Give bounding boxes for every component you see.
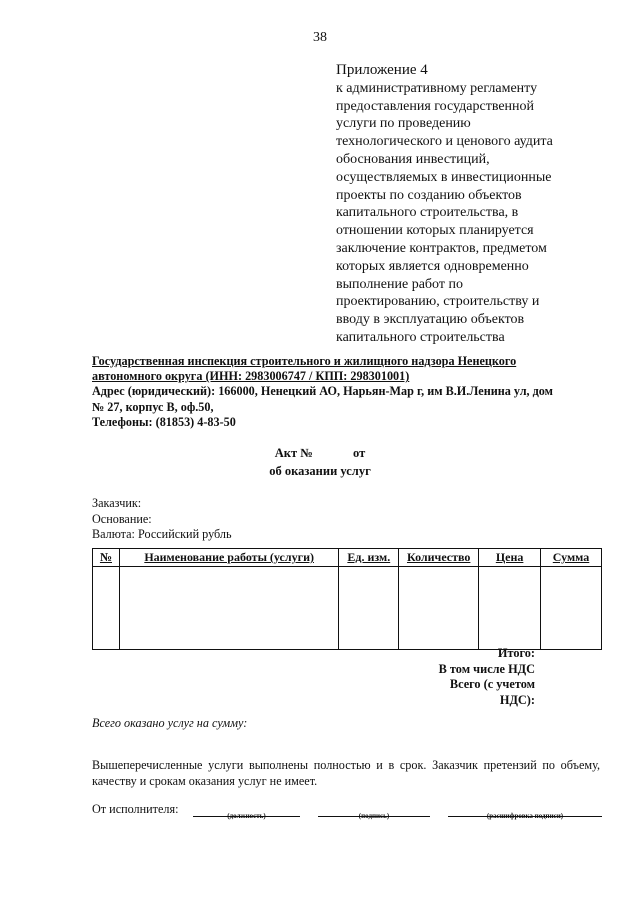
- signature-caption: (подпись): [358, 812, 390, 820]
- table-cell: [479, 567, 541, 650]
- total-with-vat-label: Всего (с учетом: [449, 677, 535, 692]
- appendix-line: обоснования инвестиций,: [336, 151, 490, 167]
- services-table: [92, 548, 602, 650]
- organization-phones: Телефоны: (81853) 4-83-50: [92, 414, 236, 429]
- vat-label: В том числе НДС: [438, 661, 535, 676]
- table-cell: [339, 567, 399, 650]
- organization-name-line: Государственная инспекция строительного и жилищного надзора Ненецкого: [92, 354, 517, 368]
- act-date-label: от: [353, 446, 366, 460]
- page-number: 38: [313, 30, 327, 45]
- appendix-line: выполнение работ по: [336, 276, 463, 292]
- act-title-block: [0, 444, 640, 480]
- organization-name-line: автономного округа (ИНН: 2983006747 / КПП: 298301001): [92, 369, 410, 384]
- appendix-line: капитального строительства: [336, 329, 505, 345]
- appendix-line: отношении которых планируется: [336, 223, 534, 239]
- appendix-line: к административному регламенту: [336, 80, 538, 96]
- appendix-line: заключение контрактов, предметом: [336, 240, 547, 256]
- appendix-line: технологического и ценового аудита: [336, 134, 553, 150]
- table-cell: [119, 567, 338, 650]
- col-header-quantity: Количество: [399, 549, 479, 567]
- basis-label: Основание:: [92, 511, 152, 526]
- signature-block: [92, 802, 612, 832]
- appendix-line: которых является одновременно: [336, 258, 529, 274]
- table-cell: [399, 567, 479, 650]
- table-cell: [93, 567, 120, 650]
- completion-statement: Вышеперечисленные услуги выполнены полностью и в срок. Заказчик претензий по объему, качеству и срокам оказания услуг не имеет.: [92, 758, 600, 788]
- appendix-line: капитального строительства, в: [336, 205, 519, 221]
- customer-label: Заказчик:: [92, 496, 142, 510]
- appendix-line: проекты по созданию объектов: [336, 187, 522, 203]
- appendix-line: предоставления государственной: [336, 98, 535, 114]
- total-label: Итого:: [497, 646, 535, 660]
- col-header-name: Наименование работы (услуги): [119, 549, 338, 567]
- col-header-sum: Сумма: [541, 549, 602, 567]
- meta-block: [92, 496, 232, 543]
- appendix-line: услуги по проведению: [336, 116, 471, 132]
- currency-label: Валюта: Российский рубль: [92, 527, 232, 541]
- col-header-number: №: [93, 549, 120, 567]
- organization-block: [92, 354, 612, 430]
- organization-address-line: Адрес (юридический): 166000, Ненецкий АО, Нарьян-Мар г, им В.И.Ленина ул, дом: [92, 384, 553, 399]
- position-caption: (должность): [227, 812, 266, 820]
- act-subtitle: об оказании услуг: [269, 464, 371, 478]
- totals-block: [380, 646, 535, 708]
- appendix-line: вводу в эксплуатацию объектов: [336, 312, 525, 328]
- signature-label: От исполнителя:: [92, 802, 179, 816]
- appendix-title: Приложение 4: [336, 62, 428, 78]
- table-header-row: [93, 549, 602, 567]
- organization-address-line: № 27, корпус В, оф.50,: [92, 399, 214, 414]
- table-cell: [541, 567, 602, 650]
- total-with-vat-label: НДС):: [499, 692, 535, 707]
- col-header-unit: Ед. изм.: [339, 549, 399, 567]
- act-number-label: Акт №: [274, 446, 313, 460]
- appendix-line: осуществляемых в инвестиционные: [336, 169, 552, 185]
- appendix-block: [336, 62, 606, 347]
- total-services-label: Всего оказано услуг на сумму:: [92, 716, 248, 730]
- table-row: [93, 567, 602, 650]
- decoding-caption: (расшифровка подписи): [486, 812, 564, 820]
- appendix-line: проектированию, строительству и: [336, 294, 540, 310]
- col-header-price: Цена: [479, 549, 541, 567]
